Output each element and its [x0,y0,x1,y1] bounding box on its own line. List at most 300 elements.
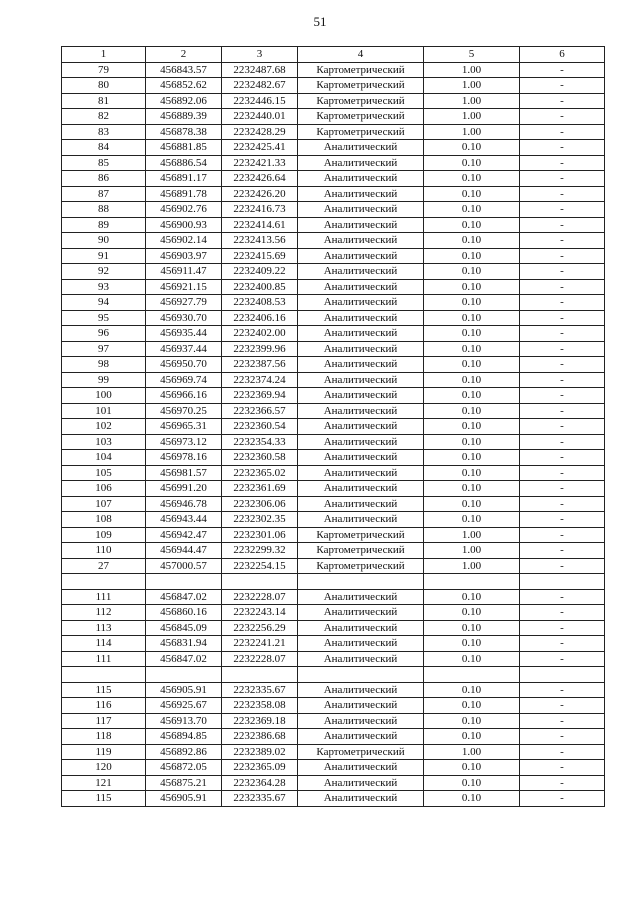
table-cell: 457000.57 [146,558,222,574]
table-cell: 456905.91 [146,791,222,807]
table-cell: 111 [62,589,146,605]
table-row [62,465,605,481]
table-cell: 456944.47 [146,543,222,559]
table-cell: Аналитический [298,372,424,388]
table-cell: 0.10 [424,403,520,419]
table-cell: - [520,496,605,512]
table-cell: Аналитический [298,496,424,512]
table-cell: 0.10 [424,341,520,357]
table-cell: 99 [62,372,146,388]
table-cell: 0.10 [424,589,520,605]
table-cell: 1.00 [424,62,520,78]
table-cell: 111 [62,651,146,667]
table-cell: 2232425.41 [222,140,298,156]
table-cell: Аналитический [298,171,424,187]
table-cell: 102 [62,419,146,435]
table-cell: Аналитический [298,760,424,776]
table-cell: 83 [62,124,146,140]
table-cell: 2232487.68 [222,62,298,78]
header-row [62,47,605,63]
table-cell: 2232374.24 [222,372,298,388]
table-cell: 456860.16 [146,605,222,621]
table-cell: 456991.20 [146,481,222,497]
table-cell: 116 [62,698,146,714]
table-cell: 118 [62,729,146,745]
table-cell: 456891.17 [146,171,222,187]
table-row [62,140,605,156]
table-cell: 0.10 [424,434,520,450]
table-row [62,651,605,667]
table-row [62,636,605,652]
table-row [62,171,605,187]
table-cell: 0.10 [424,419,520,435]
table-row [62,357,605,373]
table-cell: 92 [62,264,146,280]
page-number: 51 [313,14,327,29]
table-cell: 2232228.07 [222,651,298,667]
table-cell: 85 [62,155,146,171]
table-cell: - [520,527,605,543]
table-cell: - [520,481,605,497]
table-cell: - [520,620,605,636]
table-cell: 2232446.15 [222,93,298,109]
table-cell: 2232360.58 [222,450,298,466]
table-cell: 86 [62,171,146,187]
table-cell: Аналитический [298,233,424,249]
separator-row [62,667,605,683]
table-cell: Аналитический [298,512,424,528]
table-row [62,744,605,760]
table-cell: 2232386.68 [222,729,298,745]
table-cell: - [520,248,605,264]
table-row [62,295,605,311]
table-cell: 2232369.18 [222,713,298,729]
table-cell: 79 [62,62,146,78]
table-cell: 0.10 [424,698,520,714]
table-row [62,760,605,776]
table-row [62,93,605,109]
header-cell: 1 [62,47,146,63]
table-cell: 456925.67 [146,698,222,714]
table-cell: 1.00 [424,78,520,94]
table-cell: 2232440.01 [222,109,298,125]
table-cell: 2232413.56 [222,233,298,249]
table-cell: 104 [62,450,146,466]
table-cell: - [520,729,605,745]
table-cell: - [520,341,605,357]
table-cell: - [520,698,605,714]
table-cell: 2232426.20 [222,186,298,202]
table-cell: Аналитический [298,605,424,621]
header-cell: 3 [222,47,298,63]
table-cell: 81 [62,93,146,109]
table-row [62,124,605,140]
table-row [62,450,605,466]
table-cell: 456927.79 [146,295,222,311]
table-cell: 2232402.00 [222,326,298,342]
header-cell: 6 [520,47,605,63]
table-cell: 88 [62,202,146,218]
table-cell: 2232369.94 [222,388,298,404]
table-cell: - [520,651,605,667]
table-cell: 101 [62,403,146,419]
table-cell: 456891.78 [146,186,222,202]
table-cell: 106 [62,481,146,497]
table-cell: 0.10 [424,729,520,745]
table-cell: Картометрический [298,62,424,78]
table-cell: Аналитический [298,713,424,729]
table-cell: 2232482.67 [222,78,298,94]
table-cell: 2232228.07 [222,589,298,605]
header-cell: 5 [424,47,520,63]
table-cell: 27 [62,558,146,574]
table-cell: 84 [62,140,146,156]
table-cell: 82 [62,109,146,125]
table-cell: 456831.94 [146,636,222,652]
table-cell: 0.10 [424,481,520,497]
table-cell: 98 [62,357,146,373]
table-cell: 2232335.67 [222,682,298,698]
table-cell: Аналитический [298,140,424,156]
table-cell: 0.10 [424,713,520,729]
table-cell: 0.10 [424,326,520,342]
table-cell: 456881.85 [146,140,222,156]
table-cell: Картометрический [298,527,424,543]
table-cell: Картометрический [298,78,424,94]
table-cell: 2232409.22 [222,264,298,280]
table-cell: 0.10 [424,279,520,295]
table-cell: 0.10 [424,372,520,388]
table-cell: 456942.47 [146,527,222,543]
table-cell: 0.10 [424,620,520,636]
table-cell: 2232360.54 [222,419,298,435]
table-cell: - [520,713,605,729]
table-cell: 2232302.35 [222,512,298,528]
table-row [62,155,605,171]
table-cell: 0.10 [424,636,520,652]
table-row [62,729,605,745]
table-row [62,310,605,326]
table-cell: 0.10 [424,605,520,621]
table-cell: 2232301.06 [222,527,298,543]
table-row [62,775,605,791]
table-cell: 96 [62,326,146,342]
table-cell: 456937.44 [146,341,222,357]
table-cell: Картометрический [298,93,424,109]
table-cell: 0.10 [424,357,520,373]
table-cell: 108 [62,512,146,528]
table-cell: 0.10 [424,140,520,156]
table-cell: 2232400.85 [222,279,298,295]
table-cell: 456852.62 [146,78,222,94]
table-cell: 2232361.69 [222,481,298,497]
table-cell: 456935.44 [146,326,222,342]
table-row [62,62,605,78]
table-cell: 1.00 [424,124,520,140]
table-cell: - [520,636,605,652]
table-cell: 0.10 [424,682,520,698]
table-cell: 95 [62,310,146,326]
table-cell: 1.00 [424,109,520,125]
table-cell: 120 [62,760,146,776]
table-cell: 2232366.57 [222,403,298,419]
table-cell: 1.00 [424,558,520,574]
table-cell [298,574,424,590]
table-cell: 1.00 [424,93,520,109]
table-cell: 2232421.33 [222,155,298,171]
table-cell: 0.10 [424,496,520,512]
table-cell: 456892.06 [146,93,222,109]
table-cell: 113 [62,620,146,636]
table-cell: - [520,78,605,94]
table-cell: 0.10 [424,465,520,481]
table-cell: - [520,605,605,621]
table-cell: 0.10 [424,651,520,667]
table-cell: 2232399.96 [222,341,298,357]
table-cell: Аналитический [298,434,424,450]
table-cell: Аналитический [298,682,424,698]
table-cell: Аналитический [298,217,424,233]
table-cell: 2232358.08 [222,698,298,714]
table-cell: Аналитический [298,419,424,435]
table-cell: - [520,388,605,404]
table-cell: - [520,543,605,559]
header-cell: 4 [298,47,424,63]
table-cell: 2232414.61 [222,217,298,233]
table-row [62,496,605,512]
table-cell: 0.10 [424,202,520,218]
table-cell: 2232365.02 [222,465,298,481]
table-cell: 117 [62,713,146,729]
table-cell: 0.10 [424,775,520,791]
table-cell: 456946.78 [146,496,222,512]
table-row [62,620,605,636]
table-cell: - [520,279,605,295]
table-row [62,202,605,218]
table-cell: 456943.44 [146,512,222,528]
table-cell: 456847.02 [146,651,222,667]
table-cell: 2232406.16 [222,310,298,326]
table-cell: Картометрический [298,109,424,125]
table-cell: 456889.39 [146,109,222,125]
table-cell: 0.10 [424,295,520,311]
table-cell: 0.10 [424,233,520,249]
table-cell: Аналитический [298,403,424,419]
table-cell: 0.10 [424,791,520,807]
table-cell: - [520,233,605,249]
table-cell: 456847.02 [146,589,222,605]
table-cell: 0.10 [424,217,520,233]
table-body [62,47,605,807]
table-cell: - [520,93,605,109]
table-row [62,186,605,202]
table-cell: - [520,744,605,760]
table-cell: Картометрический [298,558,424,574]
table-row [62,698,605,714]
table-row [62,419,605,435]
table-cell: 2232254.15 [222,558,298,574]
table-row [62,512,605,528]
table-row [62,109,605,125]
table-row [62,217,605,233]
table-cell: 107 [62,496,146,512]
table-cell: 456903.97 [146,248,222,264]
table-cell: 91 [62,248,146,264]
table-cell: 93 [62,279,146,295]
table-cell: 456902.14 [146,233,222,249]
table-cell [62,667,146,683]
table-cell: Аналитический [298,310,424,326]
table-cell: 0.10 [424,264,520,280]
table-cell: Аналитический [298,791,424,807]
table-cell: - [520,791,605,807]
table-cell: Аналитический [298,465,424,481]
table-cell: 0.10 [424,388,520,404]
table-cell: 456843.57 [146,62,222,78]
table-cell [222,574,298,590]
table-cell: 456902.76 [146,202,222,218]
table-cell: 110 [62,543,146,559]
table-cell: - [520,186,605,202]
table-cell: 456886.54 [146,155,222,171]
table-cell: 456965.31 [146,419,222,435]
table-cell: 80 [62,78,146,94]
table-cell: 103 [62,434,146,450]
table-cell: - [520,512,605,528]
table-cell: - [520,171,605,187]
table-cell: Аналитический [298,248,424,264]
table-cell: 2232428.29 [222,124,298,140]
table-row [62,233,605,249]
table-cell: - [520,310,605,326]
table-row [62,372,605,388]
table-cell: - [520,202,605,218]
table-cell: Аналитический [298,729,424,745]
table-cell: 114 [62,636,146,652]
table-cell: 0.10 [424,186,520,202]
table-row [62,791,605,807]
table-row [62,388,605,404]
table-cell: - [520,775,605,791]
table-cell: 2232364.28 [222,775,298,791]
table-cell: 456905.91 [146,682,222,698]
table-cell: 456878.38 [146,124,222,140]
table-cell: 2232365.09 [222,760,298,776]
table-cell: 456872.05 [146,760,222,776]
table-cell: 0.10 [424,760,520,776]
table-cell: 2232389.02 [222,744,298,760]
table-cell: 2232416.73 [222,202,298,218]
table-cell: Аналитический [298,450,424,466]
table-cell: 100 [62,388,146,404]
table-cell: 2232299.32 [222,543,298,559]
table-cell: - [520,465,605,481]
table-cell: 456978.16 [146,450,222,466]
table-cell: 105 [62,465,146,481]
table-cell: 2232387.56 [222,357,298,373]
table-cell: Аналитический [298,279,424,295]
table-cell: 456913.70 [146,713,222,729]
table-cell: - [520,403,605,419]
table-cell [146,574,222,590]
table-cell [424,667,520,683]
table-cell: Картометрический [298,124,424,140]
table-cell: 0.10 [424,450,520,466]
table-cell: Картометрический [298,543,424,559]
table-cell: Аналитический [298,186,424,202]
table-row [62,481,605,497]
header-cell: 2 [146,47,222,63]
table-cell: 90 [62,233,146,249]
table-cell [298,667,424,683]
table-cell: 456970.25 [146,403,222,419]
table-cell [520,667,605,683]
table-cell: 94 [62,295,146,311]
table-cell: - [520,357,605,373]
table-cell: 456900.93 [146,217,222,233]
table-cell: - [520,450,605,466]
table-cell: Аналитический [298,388,424,404]
table-cell: 456950.70 [146,357,222,373]
table-cell: 456921.15 [146,279,222,295]
table-cell: 456892.86 [146,744,222,760]
table-cell: 2232408.53 [222,295,298,311]
table-row [62,279,605,295]
table-cell: 0.10 [424,248,520,264]
table-cell: 456845.09 [146,620,222,636]
table-cell: 2232243.14 [222,605,298,621]
table-cell: 1.00 [424,527,520,543]
table-cell: 456894.85 [146,729,222,745]
table-cell: 0.10 [424,310,520,326]
table-cell [146,667,222,683]
table-row [62,326,605,342]
table-cell: - [520,295,605,311]
table-cell: 121 [62,775,146,791]
table-row [62,713,605,729]
table-cell: 456981.57 [146,465,222,481]
table-cell: - [520,760,605,776]
table-cell: Аналитический [298,651,424,667]
table-cell: 89 [62,217,146,233]
table-cell: Аналитический [298,341,424,357]
table-cell: Аналитический [298,589,424,605]
table-row [62,434,605,450]
table-cell: 109 [62,527,146,543]
table-cell: 2232426.64 [222,171,298,187]
table-cell: 1.00 [424,744,520,760]
table-cell: 456875.21 [146,775,222,791]
table-cell: 2232335.67 [222,791,298,807]
table-cell: Аналитический [298,155,424,171]
table-row [62,341,605,357]
table-cell: 112 [62,605,146,621]
table-cell: - [520,589,605,605]
table-cell: 456930.70 [146,310,222,326]
table-cell: Аналитический [298,357,424,373]
table-cell: 0.10 [424,171,520,187]
table-row [62,589,605,605]
table-cell: Аналитический [298,295,424,311]
table-row [62,558,605,574]
table-cell: Аналитический [298,620,424,636]
table-cell: Аналитический [298,481,424,497]
separator-row [62,574,605,590]
table-cell: 456969.74 [146,372,222,388]
table-cell: 115 [62,791,146,807]
table-row [62,543,605,559]
table-cell: 2232354.33 [222,434,298,450]
